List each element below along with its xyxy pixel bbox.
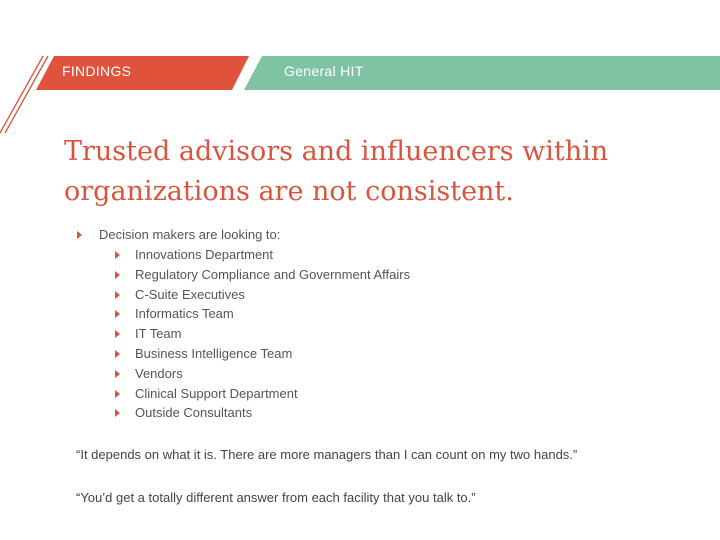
bullet-arrow-icon <box>115 251 120 259</box>
list-item <box>0 324 720 344</box>
bullet-intro-text: Decision makers are looking to: <box>99 227 281 242</box>
list-item-text: IT Team <box>135 326 182 342</box>
list-item <box>0 245 720 265</box>
accent-stripe-2 <box>5 56 48 133</box>
bullet-arrow-icon <box>115 291 120 299</box>
bullet-arrow-icon <box>115 330 120 338</box>
list-item <box>0 364 720 384</box>
list-item-text: Innovations Department <box>135 247 274 262</box>
accent-stripe-1 <box>0 56 43 133</box>
list-item-text: Business Intelligence Team <box>135 345 293 361</box>
bullet-arrow-icon <box>115 310 120 318</box>
section-label: FINDINGS <box>62 63 132 79</box>
bullet-arrow-icon <box>115 350 120 358</box>
bullet-intro <box>0 225 720 245</box>
list-item-text: Regulatory Compliance and Government Affairs <box>135 266 411 282</box>
list-item-text: C-Suite Executives <box>135 286 245 302</box>
list-item-text: Vendors <box>135 365 183 381</box>
bullet-arrow-icon <box>115 390 120 398</box>
bullet-arrow-icon <box>115 409 120 417</box>
list-item <box>0 285 720 305</box>
quote-2: “You’d get a totally different answer from each facility that you talk to.” <box>76 490 476 505</box>
quote-1: “It depends on what it is. There are more managers than I can count on my two hands.” <box>76 447 578 462</box>
list-item-text: Informatics Team <box>135 306 234 322</box>
bullet-arrow-icon <box>115 271 120 279</box>
list-item <box>0 403 720 423</box>
bullet-arrow-icon <box>77 231 82 239</box>
list-item <box>0 344 720 364</box>
list-item-text: Clinical Support Department <box>135 385 298 401</box>
list-item <box>0 304 720 324</box>
slide-title: Trusted advisors and influencers within organizations are not consistent. <box>64 136 609 207</box>
list-item-text: Outside Consultants <box>135 405 253 421</box>
list-item <box>0 265 720 285</box>
topic-label: General HIT <box>284 63 364 79</box>
bullet-arrow-icon <box>115 370 120 378</box>
bullet-list <box>0 225 720 423</box>
list-item <box>0 384 720 404</box>
